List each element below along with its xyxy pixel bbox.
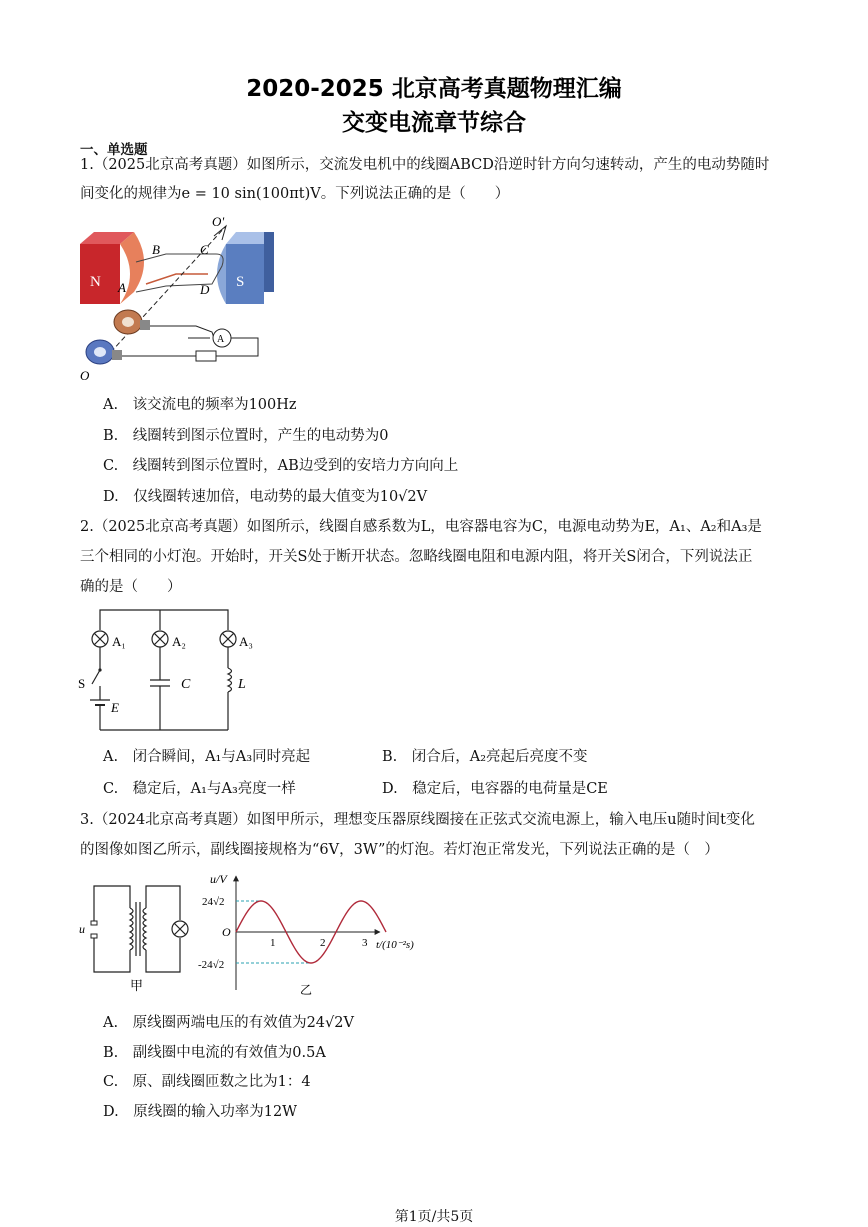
q1-stem-line2: 间变化的规律为e = 10 sin(100πt)V。下列说法正确的是（ ） (80, 186, 510, 202)
q1-option-c: C. 线圈转到图示位置时，AB边受到的安培力方向向上 (103, 458, 459, 474)
label-C: C (181, 677, 191, 692)
xtick-2: 2 (320, 937, 326, 949)
q3-transformer-figure (76, 866, 200, 996)
q2-circuit-figure (78, 606, 258, 734)
q3-option-d: D. 原线圈的输入功率为12W (103, 1104, 298, 1120)
q1-option-a: A. 该交流电的频率为100Hz (103, 397, 297, 413)
q3-stem-line2: 的图像如图乙所示，副线圈接规格为“6V，3W”的灯泡。若灯泡正常发光，下列说法正确的是（ ） (80, 842, 719, 858)
q1-stem-line1: 1.（2025北京高考真题）如图所示，交流发电机中的线圈ABCD沿逆时针方向匀速转动，产生的电动势随时 (80, 157, 770, 173)
label-N: N (90, 274, 101, 290)
x-axis-label: t/(10⁻²s) (376, 939, 414, 951)
xtick-3: 3 (362, 937, 368, 949)
q2-option-b: B. 闭合后，A₂亮起后亮度不变 (382, 749, 588, 765)
q2-stem-line3: 确的是（ ） (80, 579, 182, 595)
q2-option-a: A. 闭合瞬间，A₁与A₃同时亮起 (103, 749, 311, 765)
section-heading: 一、单选题 (80, 142, 148, 158)
label-ammeter: A (217, 334, 225, 345)
label-E: E (111, 700, 119, 715)
q2-option-d: D. 稳定后，电容器的电荷量是CE (382, 781, 608, 797)
switch-pivot (98, 668, 101, 671)
ymin-label: -24√2 (198, 959, 225, 971)
q2-stem-line1: 2.（2025北京高考真题）如图所示，线圈自感系数为L，电容器电容为C，电源电动势为E，A₁、A₂和A₃是 (80, 519, 762, 535)
q3-option-b: B. 副线圈中电流的有效值为0.5A (103, 1045, 326, 1061)
q1-option-d: D. 仅线圈转速加倍，电动势的最大值变为10√2V (103, 489, 428, 505)
label-A2: A₂ (172, 634, 186, 649)
resistor-icon (196, 351, 216, 361)
q1-generator-figure (76, 214, 276, 384)
label-S: S (236, 274, 245, 290)
document-subtitle: 交变电流章节综合 (342, 110, 526, 136)
label-B: B (152, 242, 160, 257)
label-C: C (200, 242, 209, 257)
caption-jia: 甲 (130, 978, 144, 993)
origin-label: O (222, 925, 231, 939)
label-A3: A₃ (239, 634, 253, 649)
label-A: A (118, 280, 126, 295)
q3-stem-line1: 3.（2024北京高考真题）如图甲所示，理想变压器原线圈接在正弦式交流电源上，输入电压u随时间t变化 (80, 812, 755, 828)
caption-yi: 乙 (300, 983, 313, 997)
label-D: D (200, 282, 210, 297)
document-title: 2020-2025 北京高考真题物理汇编 (246, 76, 622, 102)
label-S: S (78, 676, 86, 691)
label-O-prime: O' (212, 214, 225, 229)
q3-voltage-chart (196, 868, 426, 998)
q2-stem-line2: 三个相同的小灯泡。开始时，开关S处于断开状态。忽略线圈电阻和电源内阻，将开关S闭合，下列说法正 (80, 549, 753, 565)
q3-option-a: A. 原线圈两端电压的有效值为24√2V (103, 1015, 354, 1031)
y-axis-label: u/V (210, 872, 227, 886)
q1-option-b: B. 线圈转到图示位置时，产生的电动势为0 (103, 428, 389, 444)
q2-option-c: C. 稳定后，A₁与A₃亮度一样 (103, 781, 296, 797)
xtick-1: 1 (270, 937, 276, 949)
page-footer: 第1页/共5页 (394, 1209, 474, 1225)
south-pole-magnet (226, 244, 264, 304)
label-u: u (79, 922, 85, 936)
label-O: O (80, 368, 90, 383)
label-A1: A₁ (112, 634, 126, 649)
label-L: L (238, 677, 246, 692)
q3-option-c: C. 原、副线圈匝数之比为1：4 (103, 1074, 311, 1090)
ymax-label: 24√2 (202, 896, 225, 908)
